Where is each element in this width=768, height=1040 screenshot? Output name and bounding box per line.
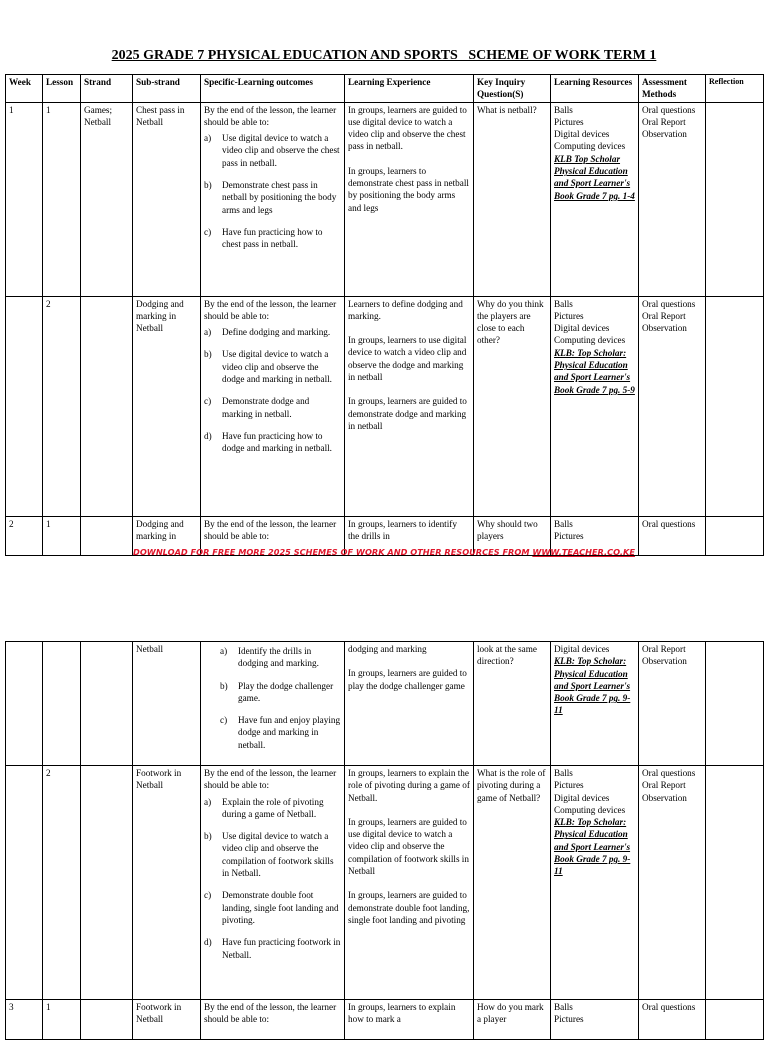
outcome-text: Have fun practicing footwork in Netball. [222,937,341,960]
assessment-item: Oral Report [642,116,686,127]
cell-outcomes [201,1000,345,1040]
outcome-text: Explain the role of pivoting during a game of Netball. [222,796,324,819]
assessment-item: Oral Report [642,644,686,654]
outcome-marker: b) [204,180,212,191]
scheme-table-page-1 [5,74,764,556]
experience-paragraph: dodging and marking [348,644,427,654]
resource-item: Pictures [554,1014,584,1025]
experience-paragraph: In groups, learners to explain how to mark a [348,1002,456,1025]
lesson-row [6,1000,764,1040]
cell-experience [345,766,474,1000]
cell-experience [345,102,474,296]
cell-resources [551,642,639,766]
experience-paragraph: In groups, learners are guided to use digital device to watch a video clip and observe the compilation of footwork skills in Netball [348,816,469,877]
cell-lesson: 1 [43,102,81,296]
lesson-row [6,102,764,296]
header-assessment: Assessment Methods [639,75,706,103]
cell-strand [81,296,133,516]
outcomes-intro: By the end of the lesson, the learner should be able to: [204,104,337,127]
outcome-item [204,796,341,821]
resource-item: Balls [554,1002,573,1012]
resource-book: KLB: Top Scholar: Physical Education and Sport Learner's Book Grade 7 pg. 5-9 [554,347,635,395]
outcomes-intro: By the end of the lesson, the learner should be able to: [204,768,337,791]
outcomes-list [204,645,341,751]
cell-strand [81,1000,133,1040]
scheme-table-page-2 [5,641,764,1040]
outcomes-list [204,326,341,454]
outcome-text: Use digital device to watch a video clip and observe the compilation of footwork skills in Netball. [222,831,334,879]
outcomes-intro: By the end of the lesson, the learner should be able to: [204,1002,337,1025]
cell-resources [551,102,639,296]
resource-item: Computing devices [554,335,626,346]
assessment-item: Oral questions [642,1002,696,1012]
resource-item: Digital devices [554,129,610,140]
outcome-text: Demonstrate chest pass in netball by positioning the body arms and legs [222,180,337,215]
header-strand: Strand [81,75,133,103]
resource-book: KLB: Top Scholar: Physical Education and Sport Learner's Book Grade 7 pg. 9-11 [554,656,631,716]
resource-item: Balls [554,104,573,115]
header-week: Week [6,75,43,103]
resource-item: Digital devices [554,792,610,803]
resource-item: Balls [554,768,573,778]
cell-reflection [706,1000,764,1040]
footer-note [0,547,768,557]
cell-reflection [706,766,764,1000]
assessment-item: Oral questions [642,298,696,309]
cell-question: What is netball? [474,102,551,296]
outcome-text: Use digital device to watch a video clip and observe the chest pass in netball. [222,133,340,168]
outcome-text: Demonstrate double foot landing, single foot landing and pivoting. [222,890,339,925]
outcome-item [204,830,341,879]
cell-substrand: Netball [133,642,201,766]
cell-substrand: Chest pass in Netball [133,102,201,296]
assessment-item: Observation [642,792,687,803]
resource-book: KLB: Top Scholar: Physical Education and Sport Learner's Book Grade 7 pg. 9-11 [554,817,631,877]
outcome-text: Define dodging and marking. [222,327,331,338]
lesson-row [6,642,764,766]
outcome-marker: c) [220,715,228,726]
resource-item: Pictures [554,310,584,321]
cell-assessment [639,102,706,296]
outcome-marker: a) [204,796,212,807]
outcome-marker: a) [204,133,212,144]
outcome-marker: a) [204,327,212,338]
resource-item: Balls [554,298,573,309]
cell-reflection [706,296,764,516]
outcome-marker: a) [220,646,228,656]
outcome-text: Use digital device to watch a video clip and observe the dodge and marking in netball. [222,349,332,385]
experience-paragraph: In groups, learners to demonstrate chest pass in netball by positioning the body arms and legs [348,165,469,213]
outcome-text: Demonstrate dodge and marking in netball. [222,396,310,419]
outcome-item [204,714,341,751]
cell-outcomes [201,296,345,516]
header-question: Key Inquiry Question(S) [474,75,551,103]
outcome-marker: c) [204,396,212,407]
outcome-item [204,179,341,216]
cell-lesson: 1 [43,1000,81,1040]
cell-assessment [639,766,706,1000]
outcome-marker: d) [204,937,212,948]
assessment-item: Oral Report [642,310,686,321]
cell-week: 3 [6,1000,43,1040]
cell-strand [81,642,133,766]
outcome-item [204,132,341,169]
cell-lesson [43,642,81,766]
cell-week [6,766,43,1000]
footer-text: DOWNLOAD FOR FREE MORE 2025 SCHEMES OF WORK AND OTHER RESOURCES FROM [133,547,533,557]
experience-paragraph: In groups, learners are guided to use digital device to watch a video clip and observe the chest pass in netball. [348,104,467,152]
outcomes-list [204,132,341,250]
assessment-item: Observation [642,129,687,140]
cell-substrand: Dodging and marking in Netball [133,296,201,516]
resource-item: Digital devices [554,644,610,654]
cell-lesson: 2 [43,296,81,516]
resource-item: Pictures [554,530,584,541]
assessment-item: Oral questions [642,768,696,778]
outcome-marker: b) [220,680,228,691]
cell-experience [345,642,474,766]
cell-question: How do you mark a player [474,1000,551,1040]
outcome-text: Have fun practicing how to dodge and marking in netball. [222,430,332,454]
cell-question: What is the role of pivoting during a game of Netball? [474,766,551,1000]
cell-resources [551,1000,639,1040]
experience-paragraph: In groups, learners to identify the drills in [348,518,457,541]
outcome-item [204,936,341,961]
cell-reflection [706,642,764,766]
cell-outcomes [201,766,345,1000]
cell-substrand: Footwork in Netball [133,1000,201,1040]
outcome-text: Play the dodge challenger game. [238,680,334,703]
assessment-item: Oral questions [642,518,696,529]
lesson-row [6,766,764,1000]
outcome-text: Have fun and enjoy playing dodge and marking in netball. [238,715,341,750]
assessment-item: Oral Report [642,780,686,791]
resource-item: Balls [554,518,573,529]
outcome-item [204,226,341,251]
cell-week [6,296,43,516]
cell-assessment [639,296,706,516]
outcome-item [204,395,341,420]
header-experience: Learning Experience [345,75,474,103]
outcome-item [204,680,341,705]
outcome-item [204,430,341,455]
cell-question: Why do you think the players are close to each other? [474,296,551,516]
cell-resources [551,766,639,1000]
cell-experience [345,1000,474,1040]
assessment-item: Oral questions [642,104,696,115]
experience-paragraph: In groups, learners are guided to play the dodge challenger game [348,668,467,691]
outcome-item [204,645,341,670]
cell-question: look at the same direction? [474,642,551,766]
outcome-text: Identify the drills in dodging and marking. [238,646,319,669]
header-outcomes: Specific-Learning outcomes [201,75,345,103]
cell-assessment [639,642,706,766]
header-reflection: Reflection [706,75,764,103]
outcome-item [204,326,341,338]
assessment-item: Observation [642,656,687,667]
cell-strand [81,766,133,1000]
cell-substrand: Footwork in Netball [133,766,201,1000]
cell-outcomes [201,102,345,296]
resource-item: Pictures [554,780,584,791]
cell-lesson: 1 [43,516,81,556]
outcome-text: Have fun practicing how to chest pass in netball. [222,226,323,250]
header-resources: Learning Resources [551,75,639,103]
cell-assessment [639,1000,706,1040]
header-row [6,75,764,103]
assessment-item: Observation [642,323,687,334]
document-title: 2025 GRADE 7 PHYSICAL EDUCATION AND SPORTS SCHEME OF WORK TERM 1 [111,48,657,63]
outcomes-intro: By the end of the lesson, the learner should be able to: [204,298,337,321]
cell-substrand: Dodging and marking in [133,516,201,556]
cell-outcomes [201,642,345,766]
outcome-marker: c) [204,226,212,237]
experience-paragraph: In groups, learners to use digital device to watch a video clip and observe the dodge and marking in netball [348,335,467,383]
experience-paragraph: In groups, learners are guided to demonstrate dodge and marking in netball [348,396,467,431]
cell-week: 1 [6,102,43,296]
cell-resources [551,296,639,516]
footer-link[interactable]: WWW.TEACHER.CO.KE [532,547,635,557]
experience-paragraph: In groups, learners to explain the role of pivoting during a game of Netball. [348,768,470,803]
header-substrand: Sub-strand [133,75,201,103]
experience-paragraph: Learners to define dodging and marking. [348,298,463,321]
outcome-marker: c) [204,890,212,901]
outcomes-intro: By the end of the lesson, the learner should be able to: [204,518,337,541]
outcome-marker: b) [204,831,212,842]
resource-item: Computing devices [554,141,626,152]
cell-reflection [706,102,764,296]
outcome-marker: d) [204,430,212,441]
resource-item: Computing devices [554,804,626,815]
resource-book: KLB Top Scholar Physical Education and Sport Learner's Book Grade 7 pg. 1-4 [554,153,635,201]
cell-week [6,642,43,766]
outcome-item [204,889,341,926]
cell-lesson: 2 [43,766,81,1000]
resource-item: Pictures [554,116,584,127]
cell-question: Why should two players [474,516,551,556]
outcome-item [204,348,341,385]
cell-experience [345,296,474,516]
outcome-marker: b) [204,349,212,360]
header-lesson: Lesson [43,75,81,103]
cell-week: 2 [6,516,43,556]
resource-item: Digital devices [554,323,610,334]
outcomes-list [204,796,341,961]
cell-strand: Games; Netball [81,102,133,296]
experience-paragraph: In groups, learners are guided to demonstrate double foot landing, single foot landing and pivoting [348,890,470,925]
lesson-row [6,296,764,516]
